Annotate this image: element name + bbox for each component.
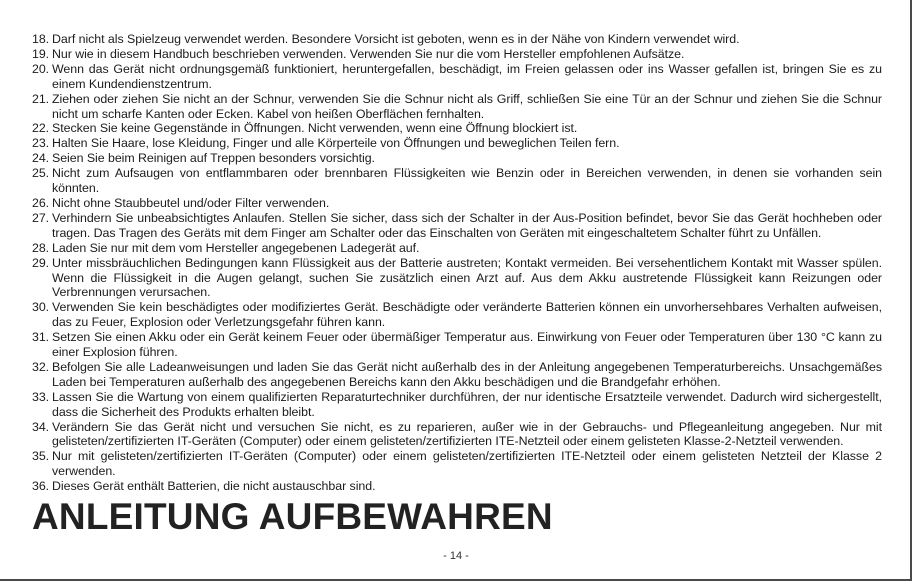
item-number: 20. [32, 61, 50, 76]
item-text: Setzen Sie einen Akku oder ein Gerät keinem Feuer oder übermäßiger Temperatur aus. Einwirkung von Feuer oder Temperaturen über 130 °C kann zu einer Explosion führen. [52, 330, 882, 360]
page-number: - 14 - [443, 550, 469, 562]
list-item [32, 62, 882, 92]
item-number: 24. [32, 151, 50, 166]
item-text: Verwenden Sie kein beschädigtes oder modifiziertes Gerät. Beschädigte oder veränderte Batterien können ein unvorhersehbares Verhalten aufweisen, das zu Feuer, Explosion oder Verletzungsgefahr führen kann. [52, 300, 882, 330]
item-number: 36. [32, 479, 50, 494]
item-text: Wenn das Gerät nicht ordnungsgemäß funktioniert, heruntergefallen, beschädigt, im Freien gelassen oder ins Wasser gefallen ist, bringen Sie es zu einem Kundendienstzentrum. [52, 61, 882, 91]
item-text: Lassen Sie die Wartung von einem qualifizierten Reparaturtechniker durchführen, der nur identische Ersatzteile verwendet. Dadurch wird sichergestellt, dass die Sicherheit des Produkts erhalten bleibt. [52, 389, 882, 419]
item-text: Befolgen Sie alle Ladeanweisungen und laden Sie das Gerät nicht außerhalb des in der Anleitung angegebenen Temperaturbereichs. Unsachgemäßes Laden bei Temperaturen außerhalb des angegebenen Bereichs kann den Akku beschädigen und die Brandgefahr erhöhen. [52, 359, 882, 389]
item-number: 33. [32, 389, 50, 404]
item-number: 23. [32, 136, 50, 151]
list-item [32, 256, 882, 301]
list-item [32, 151, 882, 166]
item-number: 22. [32, 121, 50, 136]
list-item [32, 166, 882, 196]
item-text: Nicht ohne Staubbeutel und/oder Filter verwenden. [52, 195, 330, 210]
item-text: Seien Sie beim Reinigen auf Treppen besonders vorsichtig. [52, 151, 375, 166]
item-text: Dieses Gerät enthält Batterien, die nicht austauschbar sind. [52, 479, 376, 494]
list-item [32, 449, 882, 479]
list-item [32, 300, 882, 330]
list-item [32, 360, 882, 390]
item-number: 19. [32, 46, 50, 61]
safety-instructions-list [32, 32, 882, 494]
item-number: 29. [32, 255, 50, 270]
list-item [32, 136, 882, 151]
item-number: 30. [32, 300, 50, 315]
item-text: Nur mit gelisteten/zertifizierten IT-Geräten (Computer) oder einem gelisteten/zertifizierten ITE-Netzteil oder einem gelisteten Netzteil der Klasse 2 verwenden. [52, 449, 882, 479]
document-body [32, 32, 882, 536]
list-item [32, 211, 882, 241]
list-item [32, 196, 882, 211]
item-text: Halten Sie Haare, lose Kleidung, Finger und alle Körperteile von Öffnungen und beweglichen Teilen fern. [52, 136, 620, 151]
item-number: 18. [32, 32, 50, 46]
item-text: Darf nicht als Spielzeug verwendet werden. Besondere Vorsicht ist geboten, wenn es in der Nähe von Kindern verwendet wird. [52, 32, 740, 46]
list-item [32, 121, 882, 136]
item-number: 25. [32, 166, 50, 181]
item-text: Unter missbräuchlichen Bedingungen kann Flüssigkeit aus der Batterie austreten; Kontakt vermeiden. Bei versehentlichem Kontakt mit Wasser spülen. Wenn die Flüssigkeit in die Augen gelangt, suchen Sie zusätzlich einen Arzt auf. Aus dem Akku austretende Flüssigkeit kann Reizungen oder Verbrennungen verursachen. [52, 255, 882, 300]
item-text: Laden Sie nur mit dem vom Hersteller angegebenen Ladegerät auf. [52, 240, 420, 255]
list-item [32, 420, 882, 450]
item-number: 31. [32, 330, 50, 345]
item-text: Verändern Sie das Gerät nicht und versuchen Sie nicht, es zu reparieren, außer wie in der Gebrauchs- und Pflegeanleitung angegeben. Nur mit gelisteten/zertifizierten IT-Geräten (Computer) oder einem gelisteten/zertifizierten ITE-Netzteil oder einem gelisteten Klasse-2-Netzteil verwenden. [52, 419, 882, 449]
item-number: 32. [32, 359, 50, 374]
item-number: 34. [32, 419, 50, 434]
item-number: 35. [32, 449, 50, 464]
item-number: 21. [32, 91, 50, 106]
list-item [32, 390, 882, 420]
item-text: Nur wie in diesem Handbuch beschrieben verwenden. Verwenden Sie nur die vom Hersteller empfohlenen Aufsätze. [52, 46, 685, 61]
section-heading: ANLEITUNG AUFBEWAHREN [32, 496, 553, 538]
item-number: 27. [32, 210, 50, 225]
item-text: Nicht zum Aufsaugen von entflammbaren oder brennbaren Flüssigkeiten wie Benzin oder in Bereichen verwenden, in denen sie vorhanden sein könnten. [52, 166, 882, 196]
item-text: Ziehen oder ziehen Sie nicht an der Schnur, verwenden Sie die Schnur nicht als Griff, schließen Sie eine Tür an der Schnur und ziehen Sie die Schnur nicht um scharfe Kanten oder Ecken. Kabel von heißen Oberflächen fernhalten. [52, 91, 882, 121]
list-item [32, 241, 882, 256]
list-item [32, 330, 882, 360]
list-item [32, 32, 882, 47]
list-item [32, 92, 882, 122]
list-item [32, 47, 882, 62]
item-text: Verhindern Sie unbeabsichtigtes Anlaufen. Stellen Sie sicher, dass sich der Schalter in der Aus-Position befindet, bevor Sie das Gerät hochheben oder tragen. Das Tragen des Geräts mit dem Finger am Schalter oder das Einschalten von Geräten mit eingeschaltetem Schalter führt zu Unfällen. [52, 210, 882, 240]
item-number: 28. [32, 240, 50, 255]
list-item [32, 479, 882, 494]
item-number: 26. [32, 195, 50, 210]
item-text: Stecken Sie keine Gegenstände in Öffnungen. Nicht verwenden, wenn eine Öffnung blockiert ist. [52, 121, 578, 136]
